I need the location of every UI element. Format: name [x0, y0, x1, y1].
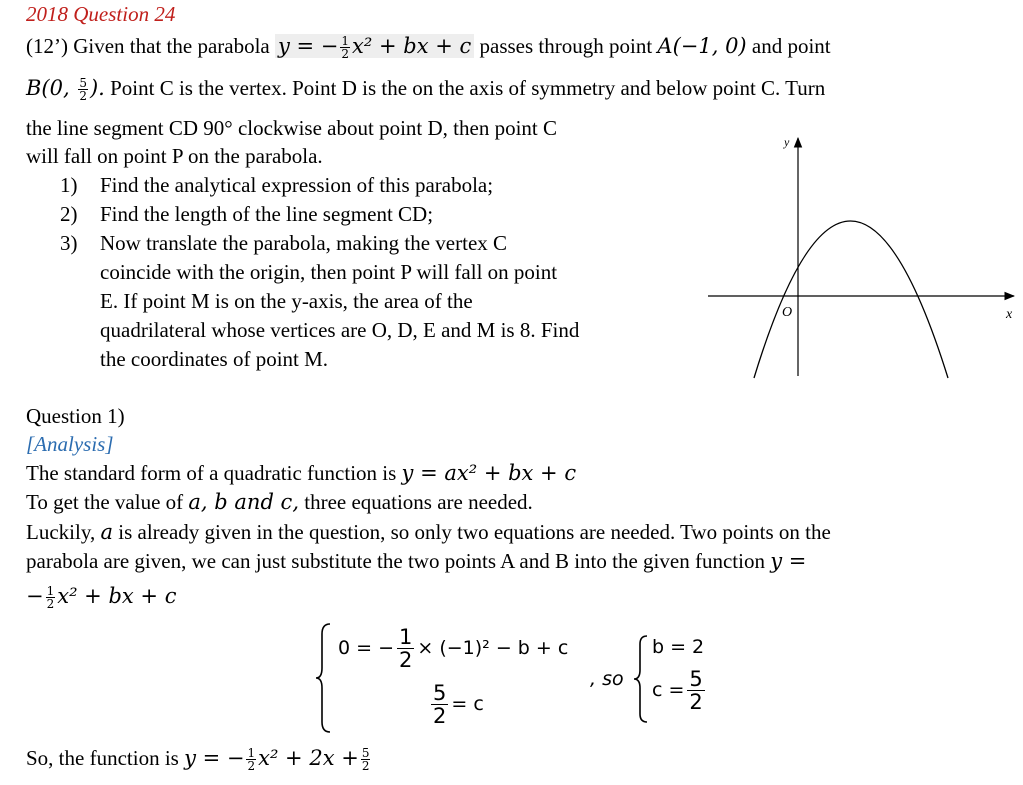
problem-intro-text: (12’) Given that the parabola — [26, 34, 270, 58]
question-item-3: 3) Now translate the parabola, making the vertex C — [60, 231, 508, 255]
question-item-3-line-2: coincide with the origin, then point P will fall on point — [100, 260, 558, 284]
problem-line-4: will fall on point P on the parabola. — [26, 144, 323, 168]
problem-line-2: B(0, $\frac{5}{2}$ ). Point C is the vertex. Point D is the on the axis of symmetry and below point C. Turn — [26, 76, 826, 103]
parabola-figure — [700, 132, 1020, 382]
parabola-curve — [754, 221, 948, 378]
equation-1: 0 = − $\frac{1}{2}$ × (−1)² − b + c — [338, 625, 569, 672]
question-item-3-line-3: E. If point M is on the y-axis, the area of the — [100, 289, 473, 313]
question-item-3-line-4: quadrilateral whose vertices are O, D, E and M is 8. Find — [100, 318, 580, 342]
solution-para-3: Luckily, a is already given in the question, so only two equations are needed. Two points on the — [26, 520, 831, 544]
standard-form-equation: y = ax² + bx + c — [401, 461, 577, 485]
solution-para-2: To get the value of a, b and c, three equations are needed. — [26, 490, 533, 514]
problem-line-3: the line segment CD 90° clockwise about point D, then point C — [26, 116, 557, 140]
y-axis-label: y — [784, 135, 790, 149]
so-text: , so — [590, 668, 624, 690]
parabola-equation: y = − $\frac{1}{2}$ x² + bx + c — [275, 34, 474, 58]
equation-system — [316, 622, 736, 734]
right-brace — [634, 634, 650, 724]
analysis-label: [Analysis] — [26, 432, 114, 456]
final-answer: So, the function is y = − $\frac{1}{2}$ x² + 2x + $\frac{5}{2}$ — [26, 744, 372, 772]
equation-2: $\frac{5}{2}$ = c — [433, 681, 484, 728]
question-item-3-line-5: the coordinates of point M. — [100, 347, 329, 371]
question-item-1: 1) Find the analytical expression of this parabola; — [60, 173, 494, 197]
origin-label: O — [782, 305, 793, 320]
question-item-2: 2) Find the length of the line segment CD; — [60, 202, 434, 226]
result-b: b = 2 — [652, 636, 705, 658]
point-b: B(0, $\frac{5}{2}$ ). — [26, 76, 105, 103]
solution-heading: Question 1) — [26, 404, 125, 428]
solution-para-1: The standard form of a quadratic function is y = ax² + bx + c — [26, 461, 577, 485]
final-function: y = − $\frac{1}{2}$ x² + 2x + $\frac{5}{2}$ — [184, 746, 370, 773]
problem-line-1: (12’) Given that the parabola y = − $\frac{1}{2}$ x² + bx + c passes through point A(−1, 0) and point — [26, 34, 831, 61]
left-brace — [316, 622, 334, 734]
x-axis-label: x — [1006, 307, 1013, 322]
page-title: 2018 Question 24 — [26, 2, 176, 26]
solution-para-5: − $\frac{1}{2}$ x² + bx + c — [26, 584, 177, 611]
solution-para-4: parabola are given, we can just substitute the two points A and B into the given function y = — [26, 549, 807, 573]
point-a: A(−1, 0) — [657, 34, 747, 58]
result-c: c = $\frac{5}{2}$ — [652, 667, 703, 714]
